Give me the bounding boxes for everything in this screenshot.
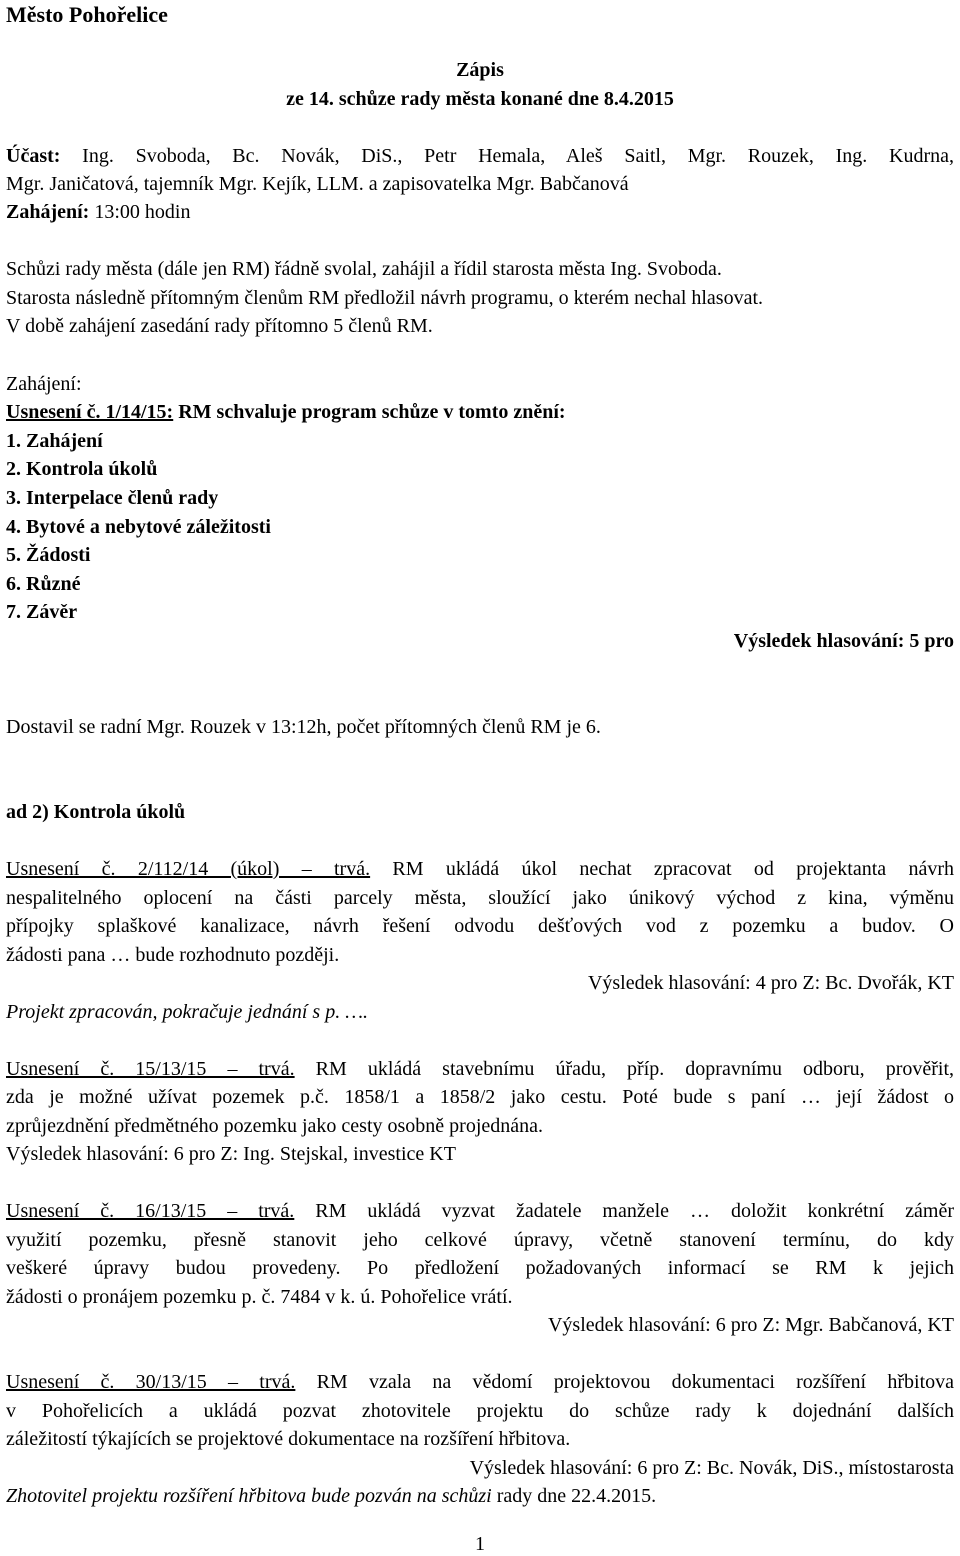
res-30-line-2: v Pohořelicích a ukládá pozvat zhotovitele projektu do schůze rady k dojednání dalších (6, 1400, 954, 1422)
doc-title: Zápis (456, 59, 504, 81)
res-2-note: Projekt zpracován, pokračuje jednání s p. …. (6, 1001, 368, 1023)
doc-subtitle: ze 14. schůze rady města konané dne 8.4.2015 (286, 88, 674, 110)
res-2-line-1 (6, 857, 954, 881)
agenda-item: 5. Žádosti (6, 544, 91, 566)
arrival-note: Dostavil se radní Mgr. Rouzek v 13:12h, počet přítomných členů RM je 6. (6, 716, 601, 738)
res-16-ref: Usnesení č. 16/13/15 – trvá. (6, 1200, 295, 1222)
res-15-ref: Usnesení č. 15/13/15 – trvá. (6, 1058, 295, 1080)
resolution-1 (6, 400, 566, 424)
res-15-vote: Výsledek hlasování: 6 pro Z: Ing. Stejskal, investice KT (6, 1143, 456, 1165)
res-30-note-rest: rady dne 22.4.2015. (491, 1485, 657, 1507)
agenda-item: 1. Zahájení (6, 430, 103, 452)
res-15-line-2: zda je možné užívat pozemek p.č. 1858/1 a 1858/2 jako cestu. Poté bude s paní … její žádost o (6, 1086, 954, 1108)
resolution-1-text: RM schvaluje program schůze v tomto znění: (173, 401, 566, 423)
attendance-line-1 (6, 144, 954, 168)
attendance-names-1: Ing. Svoboda, Bc. Novák, DiS., Petr Hemala, Aleš Saitl, Mgr. Rouzek, Ing. Kudrna, (82, 145, 954, 167)
agenda-item: 2. Kontrola úkolů (6, 458, 158, 480)
section-heading-ad2: ad 2) Kontrola úkolů (6, 801, 186, 823)
res-30-line-1 (6, 1370, 954, 1394)
city-header: Město Pohořelice (6, 2, 168, 27)
res-15-line-3: zprůjezdnění předmětného pozemku jako cesty osobně projednána. (6, 1115, 544, 1137)
intro-line-2: Starosta následně přítomným členům RM předložil návrh programu, o kterém nechal hlasovat. (6, 287, 764, 309)
res-2-line-4: žádosti pana … bude rozhodnuto později. (6, 944, 340, 966)
res-30-note-italic: Zhotovitel projektu rozšíření hřbitova bude pozván na schůzi (6, 1485, 492, 1507)
res-2-line-2: nespalitelného oplocení na části parcely města, sloužící jako únikový východ z kina, výměnu (6, 887, 954, 909)
zahajeni-heading: Zahájení: (6, 373, 82, 395)
res-2-text: RM ukládá úkol nechat zpracovat od projektanta návrh (370, 858, 955, 880)
res-15-line-1 (6, 1057, 954, 1081)
intro-line-3: V době zahájení zasedání rady přítomno 5 členů RM. (6, 315, 433, 337)
res-2-line-3: přípojky splaškové kanalizace, návrh řešení odvodu dešťových vod z pozemku a budov. O (6, 915, 954, 937)
res-2-ref: Usnesení č. 2/112/14 (úkol) – trvá. (6, 858, 371, 880)
res-16-line-3: veškeré úpravy budou provedeny. Po předložení požadovaných informací se RM k jejich (6, 1257, 954, 1279)
start-time-label: Zahájení: (6, 201, 90, 223)
res-16-line-4: žádosti o pronájem pozemku p. č. 7484 v k. ú. Pohořelice vrátí. (6, 1286, 513, 1308)
start-time-value: 13:00 hodin (94, 201, 191, 223)
res-16-text: RM ukládá vyzvat žadatele manžele … doložit konkrétní záměr (294, 1200, 954, 1222)
res-30-text: RM vzala na vědomí projektovou dokumentaci rozšíření hřbitova (295, 1371, 955, 1393)
res-30-ref: Usnesení č. 30/13/15 – trvá. (6, 1371, 296, 1393)
res-16-line-2: využití pozemku, přesně stanovit jeho celkové úpravy, včetně stanovení termínu, do kdy (6, 1229, 954, 1251)
agenda-item: 3. Interpelace členů rady (6, 487, 219, 509)
res-30-note (6, 1484, 656, 1508)
attendance-label: Účast: (6, 145, 61, 167)
res-30-line-3: záležitostí týkajících se projektové dokumentace na rozšíření hřbitova. (6, 1428, 571, 1450)
agenda-item: 7. Závěr (6, 601, 78, 623)
vote-result-1: Výsledek hlasování: 5 pro (733, 630, 954, 652)
agenda-item: 6. Různé (6, 573, 81, 595)
res-30-vote: Výsledek hlasování: 6 pro Z: Bc. Novák, DiS., místostarosta (469, 1457, 954, 1479)
res-2-vote: Výsledek hlasování: 4 pro Z: Bc. Dvořák, KT (587, 972, 954, 994)
res-16-vote: Výsledek hlasování: 6 pro Z: Mgr. Babčanová, KT (547, 1314, 954, 1336)
res-15-text: RM ukládá stavebnímu úřadu, příp. dopravnímu odboru, prověřit, (294, 1058, 955, 1080)
page-number: 1 (475, 1533, 485, 1555)
intro-line-1: Schůzi rady města (dále jen RM) řádně svolal, zahájil a řídil starosta města Ing. Svoboda. (6, 258, 722, 280)
resolution-1-ref: Usnesení č. 1/14/15: (6, 401, 174, 423)
res-16-line-1 (6, 1199, 954, 1223)
agenda-item: 4. Bytové a nebytové záležitosti (6, 516, 271, 538)
attendance-line-2: Mgr. Janičatová, tajemník Mgr. Kejík, LLM. a zapisovatelka Mgr. Babčanová (6, 173, 629, 195)
start-time (6, 200, 190, 224)
